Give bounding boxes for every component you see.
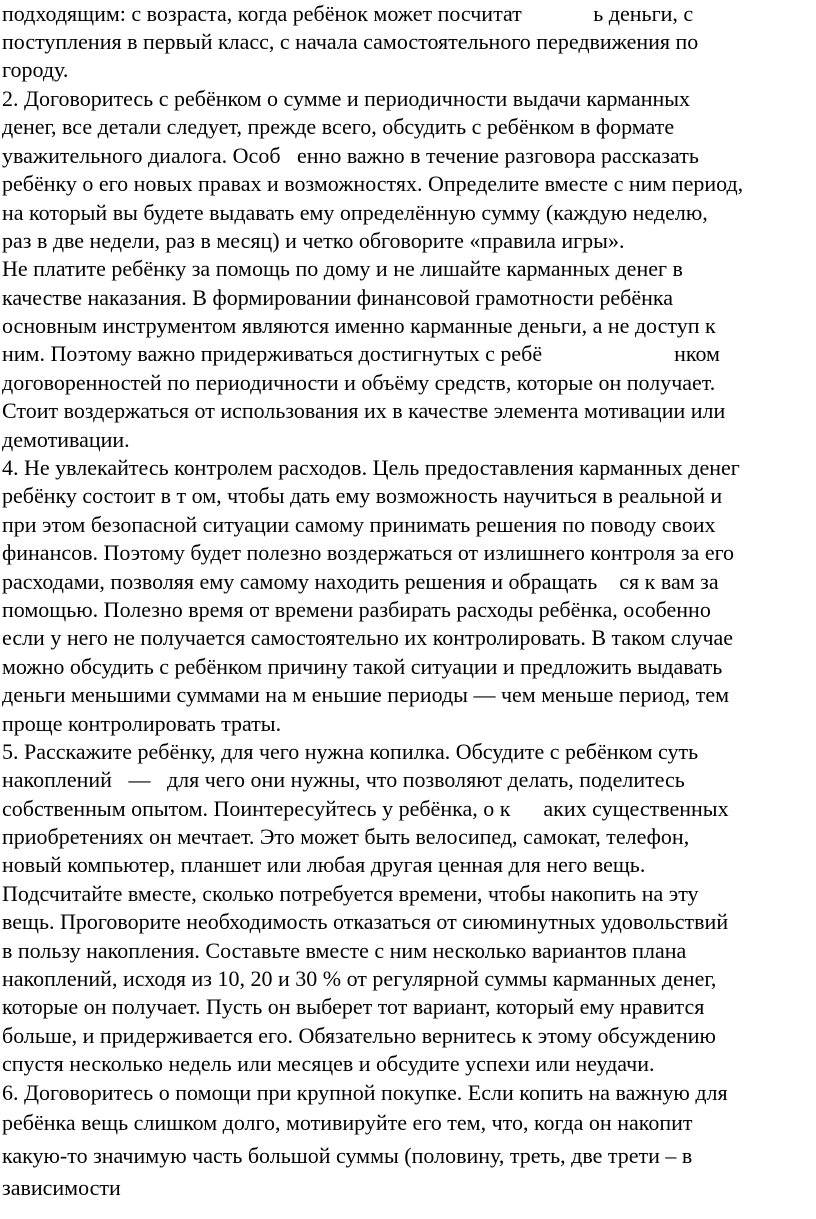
text-line: которые он получает. Пусть он выберет тот вариант, который ему нравится [2,994,705,1019]
text-line: демотивации. [2,427,130,452]
text-line: 5. Расскажите ребёнку, для чего нужна копилка. Обсудите с ребёнком суть [2,739,699,764]
text-line: 2. Договоритесь с ребёнком о сумме и периодичности выдачи карманных [2,86,691,111]
text-line: договоренностей по периодичности и объёму средств, которые он получает. [2,370,716,395]
text-line: 6. Договоритесь о помощи при крупной покупке. Если копить на важную для [2,1080,728,1105]
text-line: какую-то значимую часть большой суммы (половину, треть, две трети – в [2,1143,693,1168]
text-line: накоплений, исходя из 10, 20 и 30 % от регулярной суммы карманных денег, [2,966,717,991]
text-line: накоплений — для чего они нужны, что позволяют делать, поделитесь [2,767,685,792]
text-line: поступления в первый класс, с начала самостоятельного передвижения по [2,29,699,54]
text-line: городу. [2,57,69,82]
text-line: ребёнку состоит в т ом, чтобы дать ему возможность научиться в реальной и [2,483,723,508]
text-line: качестве наказания. В формировании финансовой грамотности ребёнка [2,285,674,310]
text-line: подходящим: с возраста, когда ребёнок может посчитат ь деньги, с [2,1,694,26]
text-line: ребёнка вещь слишком долго, мотивируйте его тем, что, когда он накопит [2,1110,693,1135]
text-line: 4. Не увлекайтесь контролем расходов. Цель предоставления карманных денег [2,455,740,480]
text-line: финансов. Поэтому будет полезно воздержаться от излишнего контроля за его [2,540,735,565]
text-line: Не платите ребёнку за помощь по дому и не лишайте карманных денег в [2,256,683,281]
text-line: Подсчитайте вместе, сколько потребуется времени, чтобы накопить на эту [2,881,699,906]
text-line: приобретениях он мечтает. Это может быть велосипед, самокат, телефон, [2,824,690,849]
text-line: зависимости [2,1175,121,1200]
text-line: на который вы будете выдавать ему определённую сумму (каждую неделю, [2,200,708,225]
text-line: Стоит воздержаться от использования их в качестве элемента мотивации или [2,398,726,423]
text-line: расходами, позволяя ему самому находить решения и обращать ся к вам за [2,569,719,594]
text-line: новый компьютер, планшет или любая другая ценная для него вещь. [2,852,646,877]
text-line: уважительного диалога. Особ енно важно в течение разговора рассказать [2,143,699,168]
text-line: денег, все детали следует, прежде всего, обсудить с ребёнком в формате [2,114,675,139]
text-line: собственным опытом. Поинтересуйтесь у ребёнка, о к аких существенных [2,796,729,821]
text-line: в пользу накопления. Составьте вместе с ним несколько вариантов плана [2,938,687,963]
text-line: помощью. Полезно время от времени разбирать расходы ребёнка, особенно [2,597,711,622]
text-line: раз в две недели, раз в месяц) и четко обговорите «правила игры». [2,228,625,253]
text-line: спустя несколько недель или месяцев и обсудите успехи или неудачи. [2,1051,655,1076]
text-line: при этом безопасной ситуации самому принимать решения по поводу своих [2,512,716,537]
text-line: проще контролировать траты. [2,711,282,736]
text-line: основным инструментом являются именно карманные деньги, а не доступ к [2,313,716,338]
text-line: если у него не получается самостоятельно их контролировать. В таком случае [2,625,734,650]
text-line: можно обсудить с ребёнком причину такой ситуации и предложить выдавать [2,654,723,679]
text-line: больше, и придерживается его. Обязательно вернитесь к этому обсуждению [2,1023,716,1048]
text-line: вещь. Проговорите необходимость отказаться от сиюминутных удовольствий [2,909,729,934]
text-line: деньги меньшими суммами на м еньшие периоды — чем меньше период, тем [2,682,730,707]
text-line: ним. Поэтому важно придерживаться достигнутых с ребё нком [2,341,720,366]
text-line: ребёнку о его новых правах и возможностях. Определите вместе с ним период, [2,171,744,196]
